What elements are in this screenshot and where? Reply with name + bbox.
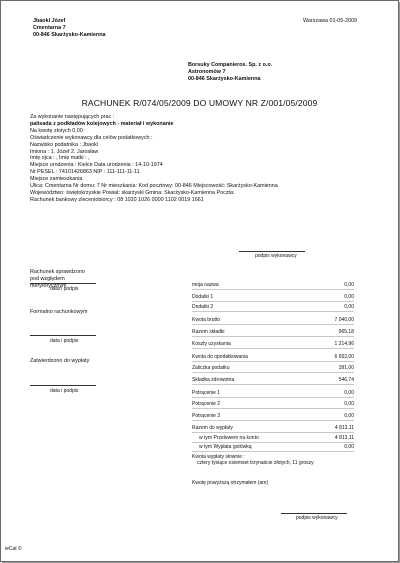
detail-line: Oświadczenie wykonawcy dla celów podatkowych : <box>30 134 153 141</box>
detail-line: Miejsce zamieszkania <box>30 176 83 183</box>
approval-substantive-2: pod względem <box>30 276 65 282</box>
detail-line: Ulica: Cmentarna Nr domu: 7 Nr mieszkania: Kod pocztowy: 00-846 Miejscowość: Skarżysko-Kamienna <box>30 183 278 189</box>
calc-label: Potrącenie 2 <box>192 401 221 407</box>
amount-words-label: Kwota wypłaty słownie : <box>192 454 245 460</box>
seller-name: Jbaokl Józef <box>33 18 66 24</box>
calc-value: 1 214,96 <box>334 341 354 347</box>
detail-line: Imię ojca : , Imię matki : , <box>30 155 90 162</box>
detail-line: Na kwotę złotych 0,00 <box>30 127 83 134</box>
calc-value: 546,74 <box>338 377 354 383</box>
amount-words: cztery tysiące osiemset trzynaście złotych, 11 groszy <box>197 460 314 466</box>
seller-street: Cmentarna 7 <box>33 25 66 31</box>
calc-row-divider <box>192 442 354 443</box>
calc-label: Potrącenie 1 <box>192 390 221 396</box>
detail-line: Za wykonanie następujących prac : <box>30 114 115 120</box>
calc-value: 4 813,11 <box>334 425 354 431</box>
calc-row-divider <box>192 324 354 325</box>
received-text: Kwotę powyższą otrzymałem (am) <box>192 480 269 486</box>
calc-value: 0,00 <box>344 304 354 310</box>
date-sign-3: data i podpis <box>50 388 79 394</box>
calc-row-divider <box>192 336 354 337</box>
calc-label: Dodatki 2 <box>192 304 214 310</box>
calc-label: Składka zdrowotna <box>192 377 235 383</box>
calc-label: Razem do wypłaty <box>192 425 233 431</box>
approval-substantive-1: Rachunek sprawdzono <box>30 269 85 275</box>
calc-value: 6 652,00 <box>334 354 354 360</box>
calc-value: 0,00 <box>344 401 354 407</box>
date-sign-1: data i podpis <box>50 286 79 292</box>
detail-line: Rachunek bankowy zleceniobiorcy : 08 1020 1026 0000 1102 0019 1661 <box>30 196 204 203</box>
calc-label: Kwota do opodatkowania <box>192 354 248 360</box>
calc-label: w tym Wypłata gotówką <box>199 444 252 450</box>
calc-row-divider <box>192 361 354 362</box>
approval-formal: Formalno rachunkowym <box>30 309 88 315</box>
calc-value: 0,00 <box>344 444 354 450</box>
approval-paid: Zatwierdzono do wypłaty <box>30 358 90 364</box>
calc-row-divider <box>192 408 354 409</box>
calc-label: Kwota brutto <box>192 317 221 323</box>
calc-row-divider <box>192 372 354 373</box>
calc-label: moja nazwa <box>192 282 219 288</box>
calc-label: Dodatki 1 <box>192 294 214 300</box>
calc-value: 4 813,11 <box>334 435 354 441</box>
calc-value: 7 040,00 <box>334 317 354 323</box>
signature-line-2 <box>30 335 96 336</box>
calc-label: Razem składki <box>192 329 225 335</box>
seller-city: 00-846 Skarżysko-Kamienna <box>33 32 106 38</box>
calc-label: Koszty uzyskania <box>192 341 231 347</box>
calc-row-divider <box>192 289 354 290</box>
signature-top-label: podpis wykonawcy <box>255 253 297 259</box>
place-date: Warszawa 01-05-2009 <box>303 18 358 24</box>
calc-label: Potrącenie 3 <box>192 413 221 419</box>
calc-label: Zaliczka podatku <box>192 365 230 371</box>
buyer-name: Borsuky Companieros. Sp. z o.o. <box>188 62 273 68</box>
detail-line: Województwo: świętokrzyskie Powiat: skarżyski Gmina: Skarżysko-Kamienna Poczta: <box>30 189 235 196</box>
detail-line: Imiona : 1. Józef 2. Jarosław <box>30 148 99 155</box>
calc-row-divider <box>192 397 354 398</box>
calc-row-divider <box>192 311 354 312</box>
calc-value: 0,00 <box>344 282 354 288</box>
date-sign-2: data i podpis <box>50 338 79 344</box>
signature-bottom-label: podpis wykonawcy <box>296 515 338 521</box>
signature-line-3 <box>30 385 96 386</box>
calc-value: 391,00 <box>338 365 354 371</box>
calc-row-divider <box>192 432 354 433</box>
calc-row-divider <box>192 384 354 385</box>
detail-line: palisada z podkładów kolejowych - materiał i wykonanie <box>30 120 174 127</box>
buyer-city: 00-846 Skarżysko-Kamienna <box>188 76 261 82</box>
calc-value: 0,00 <box>344 413 354 419</box>
signature-line-bottom <box>281 513 347 514</box>
signature-line-top <box>239 251 305 252</box>
buyer-street: Astronomów 7 <box>188 69 226 75</box>
calc-value: 965,18 <box>338 329 354 335</box>
calc-row-divider <box>192 420 354 421</box>
calc-row-divider <box>192 348 354 349</box>
footer-brand: ieCat © <box>5 546 22 552</box>
detail-line: Miejsce urodzenia : Kielce Data urodzenia : 14-10-1974 <box>30 162 163 169</box>
approval-substantive-3: merytorycznym <box>30 283 67 289</box>
document-title: RACHUNEK R/074/05/2009 DO UMOWY NR Z/001/05/2009 <box>81 98 318 108</box>
detail-line: Nazwisko podatnika : Jbaokl <box>30 141 99 148</box>
calc-label: w tym Przelewem na konto <box>199 435 259 441</box>
calc-row-divider <box>192 301 354 302</box>
calc-row-divider <box>192 451 354 452</box>
signature-line-1 <box>30 283 96 284</box>
calc-value: 0,00 <box>344 294 354 300</box>
detail-line: Nr PESEL : 74101426863 NIP : 111-111-11-11 <box>30 169 140 176</box>
calc-value: 0,00 <box>344 390 354 396</box>
